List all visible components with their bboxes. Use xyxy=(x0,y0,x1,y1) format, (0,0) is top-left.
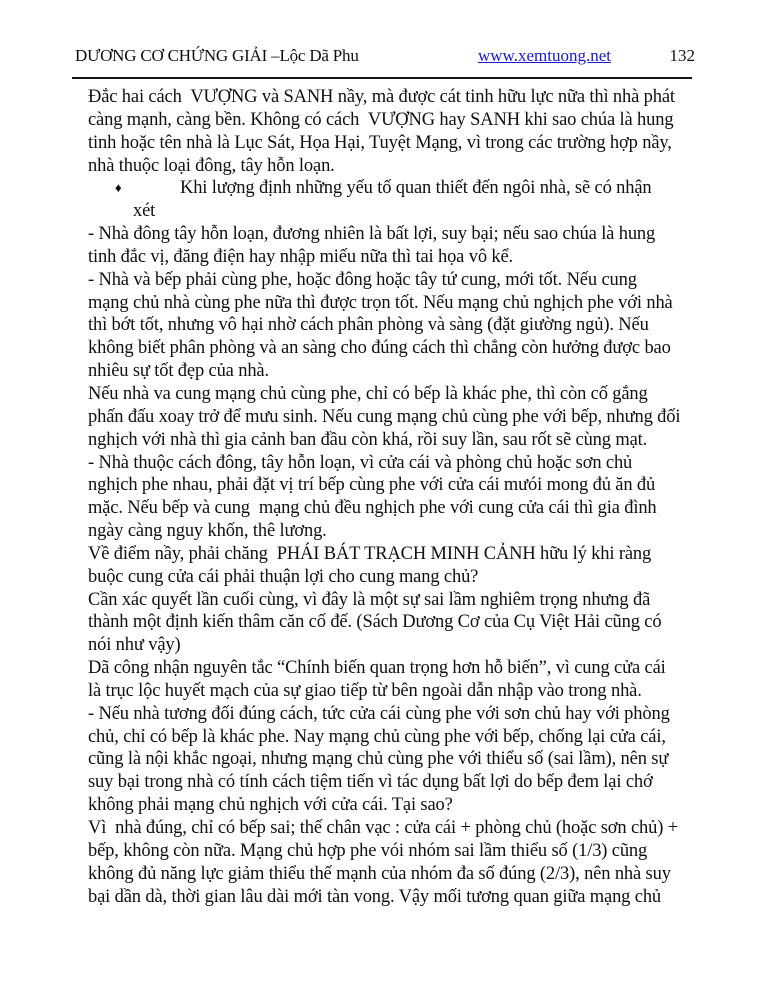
text-line: xét xyxy=(133,201,156,222)
text-line: nói như vậy) xyxy=(88,635,181,656)
text-line: nghịch với nhà thì gia cảnh ban đầu còn khá, rồi suy lần, sau rốt sẽ cùng mạt. xyxy=(88,429,648,450)
text-line: buộc cung cửa cái phải thuận lợi cho cung mang chủ? xyxy=(88,566,479,587)
text-line: Vì nhà đúng, chỉ có bếp sai; thế chân vạc : cửa cái + phòng chủ (hoặc sơn chủ) + xyxy=(88,818,679,838)
page-number: 132 xyxy=(669,46,695,65)
text-line: tinh đắc vị, đăng điện hay nhập miếu nữa thì tai họa vô kể. xyxy=(88,246,514,267)
text-line: phấn đấu xoay trở để mưu sinh. Nếu cung mạng chủ cùng phe với bếp, nhưng đối xyxy=(88,406,681,427)
text-line: bại dần dà, thời gian lâu dài mới tàn vong. Vậy mối tương quan giữa mạng chủ xyxy=(88,886,662,907)
text-line: - Nhà đông tây hỗn loạn, đương nhiên là bất lợi, suy bại; nếu sao chúa là hung xyxy=(88,224,656,245)
text-line: - Nếu nhà tương đối đúng cách, tức cửa cái cùng phe với sơn chủ hay với phòng xyxy=(88,703,670,724)
text-line: không biết phân phòng và an sàng cho đúng cách thì chẳng còn hưởng được bao xyxy=(88,338,671,359)
text-line: nhà thuộc loại đông, tây hỗn loạn. xyxy=(88,155,335,176)
text-line: ngày càng nguy khốn, thê lương. xyxy=(88,521,327,542)
diamond-bullet-icon: ♦ xyxy=(115,180,122,196)
text-line: không phải mạng chủ nghịch với cửa cái. Tại sao? xyxy=(88,795,453,816)
text-line: chủ, chỉ có bếp là khác phe. Nay mạng chủ cùng phe với bếp, chống lại cửa cái, xyxy=(88,726,666,747)
text-line: Đắc hai cách VƯỢNG và SANH nầy, mà được cát tinh hữu lực nữa thì nhà phát xyxy=(88,87,675,107)
text-line: thành một định kiến thâm căn cố đế. (Sách Dương Cơ của Cụ Việt Hải cũng có xyxy=(88,612,662,633)
text-line: - Nhà thuộc cách đông, tây hỗn loạn, vì cửa cái và phòng chủ hoặc sơn chủ xyxy=(88,452,633,473)
text-line: càng mạnh, càng bền. Không có cách VƯỢNG hay SANH khi sao chúa là hung xyxy=(88,109,674,130)
text-line: nghịch phe nhau, phải đặt vị trí bếp cùng phe với cửa cái mưói mong đủ ăn đủ xyxy=(88,475,656,496)
text-line: Về điểm nầy, phải chăng PHÁI BÁT TRẠCH MINH CẢNH hữu lý khi ràng xyxy=(88,543,652,564)
text-line: là trục lộc huyết mạch của sự giao tiếp từ bên ngoài dẫn nhập vào trong nhà. xyxy=(88,680,642,701)
document-body xyxy=(88,86,748,908)
text-line: nhiêu sự tốt đẹp của nhà. xyxy=(88,361,269,382)
page-header xyxy=(75,46,695,66)
text-line: Nếu nhà va cung mạng chủ cùng phe, chỉ có bếp là khác phe, thì còn cố gắng xyxy=(88,383,648,404)
document-title: DƯƠNG CƠ CHỨNG GIẢI –Lộc Dã Phu xyxy=(75,46,359,65)
bullet-line xyxy=(88,177,748,200)
text-line: thì bớt tốt, nhưng vô hại nhờ cách phân phòng và sàng (đặt giường ngủ). Nếu xyxy=(88,315,649,336)
website-link[interactable]: www.xemtuong.net xyxy=(478,46,611,65)
text-line: bếp, không còn nữa. Mạng chủ hợp phe vói nhóm sai lầm thiểu số (1/3) cũng xyxy=(88,840,648,861)
text-line: mạng chủ nhà cùng phe nữa thì được trọn tốt. Nếu mạng chủ nghịch phe với nhà xyxy=(88,292,673,313)
text-line: - Nhà và bếp phải cùng phe, hoặc đông hoặc tây tứ cung, mới tốt. Nếu cung xyxy=(88,269,637,290)
bullet-line-text: Khi lượng định những yếu tố quan thiết đến ngôi nhà, sẽ có nhận xyxy=(180,178,652,199)
text-line: không đủ năng lực giảm thiểu thế mạnh của nhóm đa số đúng (2/3), nên nhà suy xyxy=(88,863,671,884)
text-line: mặc. Nếu bếp và cung mạng chủ đều nghịch phe với cung cửa cái thì gia đình xyxy=(88,498,657,519)
text-line: Cần xác quyết lần cuối cùng, vì đây là một sự sai lầm nghiêm trọng nhưng đã xyxy=(88,589,651,610)
text-line: Dã công nhận nguyên tắc “Chính biến quan trọng hơn hỗ biến”, vì cung cửa cái xyxy=(88,658,666,679)
text-line: suy bại trong nhà có tính cách tiệm tiến vì tác dụng bất lợi do bếp đem lại chớ xyxy=(88,772,653,793)
text-line: cũng là nội khắc ngoại, nhưng mạng chủ cùng phe với thiểu số (sai lầm), nên sự xyxy=(88,749,669,770)
header-divider xyxy=(72,77,692,79)
text-line: tinh hoặc tên nhà là Lục Sát, Họa Hại, Tuyệt Mạng, vì trong các trường hợp nầy, xyxy=(88,132,672,153)
